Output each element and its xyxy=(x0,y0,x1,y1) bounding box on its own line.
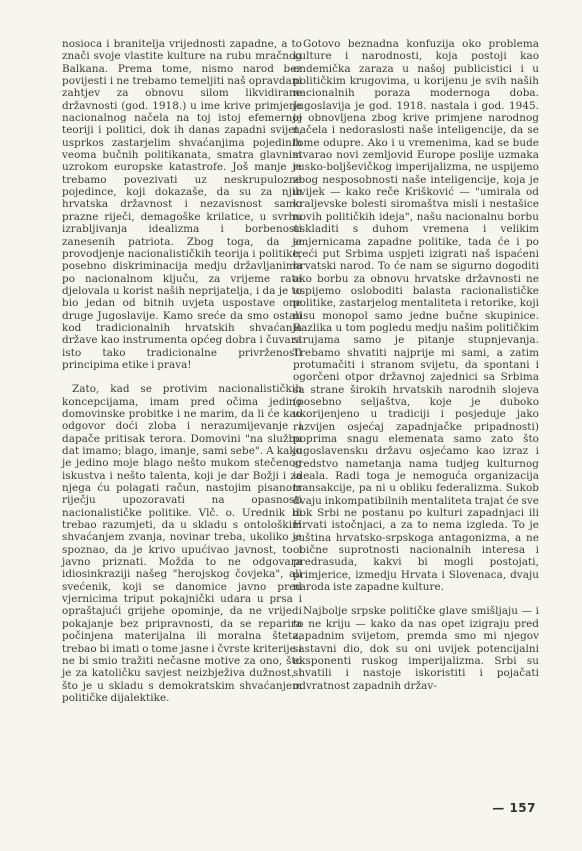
paragraph-gap xyxy=(293,593,539,605)
left-paragraph-2: Zato, kad se protivim nacionalističkih koncepcijama, imam pred očima jedino domovinske probitke i ne marim, da li će kao odgovor doći zloba i nerazumijevanje i dapače pritisak terora. Domovini "na službu dat imamo; blago, imanje, sami sebe". A kako je jedino moje blago nešto mukom stečenog iskustva i nešto talenta, koji je dar Božji i za njega ću polagati račun, nastojim pisanom riječju upozoravati na opasnosti nacionalističke politike. Vlč. o. Urednik bi trebao razumjeti, da u skladu s ontološkim shvaćanjem zvanja, novinar treba, ukoliko je spoznao, da je krivo upućivao javnost, to i javno priznati. Možda to ne odgovara idiosinkraziji našeg "herojskog čovjeka", ali svećenik, koji se danomice javno pred vjernicima triput pokajnički udara u prsa i opraštajući grijehe opominje, da ne vrijedi pokajanje bez pripravnosti, da se reparira počinjena materijalna ili moralna šteta, trebao bi imati o tome jasne i čvrste kriterije i ne bi smio tražiti nečasne motive za ono, što je za katoličku savjest neizbježiva dužnost, i što je u skladu s demokratskim shvaćanjem političke dijalektike. xyxy=(62,383,302,704)
right-paragraph-2: Najbolje srpske političke glave smišljaju — i to ne kriju — kako da nas opet izigraju pred zapadnim svijetom, premda smo mi njegov sastavni dio, dok su oni uvijek potencijalni eksponenti ruskog imperijalizma. Srbi su shvatili i nastoje iskoristiti i pojačati odvratnost zapadnih držav- xyxy=(293,605,539,692)
paragraph-gap xyxy=(62,371,302,383)
page-number: — 157 xyxy=(492,801,536,815)
right-column xyxy=(293,38,539,692)
right-paragraph-1: Gotovo beznadna konfuzija oko problema kulture i narodnosti, koja postoji kao endemička zaraza u našoj publicistici i u političkim krugovima, u korijenu je svih naših nacionalnih poraza modernoga doba. Jugoslavija je god. 1918. nastala i god. 1945. je obnovljena zbog krive primjene narodnog načela i nedoraslosti naše inteligencije, da se tome odupre. Ako i u vremenima, kad se bude stvarao novi zemljovid Europe poslije uzmaka rusko-boljševičkog imperijalizma, ne uspijemo zbog nesposobnosti naše inteligencije, koja je uvijek — kako reče Krišković — "umirala od kraljevske bolesti siromaštva misli i nestašice novih političkih ideja", našu nacionalnu borbu uskladiti s duhom vremena i velikim smjernicama zapadne politike, tada će i po treći put Srbima uspjeti izigrati naš ispaćeni hrvatski narod. To će nam se sigurno dogoditi ako borbu za obnovu hrvatske državnosti ne uspijemo osloboditi balasta racionalističke politike, zastarjelog mentaliteta i retorike, koji nisu monopol samo jedne bučne skupinice. Razlika u tom pogledu medju našim političkim strujama samo je pitanje stupnjevanja. Trebamo shvatiti najprije mi sami, a zatim protumačiti i stranom svijetu, da spontani i ogorčeni otpor državnoj zajednici sa Srbima sa strane širokih hrvatskih narodnih slojeva (posebno seljaštva, koje je duboko ukorijenjeno u tradiciji i posjeduje jako razvijen osjećaj zapadnjačke pripadnosti) poprima snagu elemenata samo zato što jugoslavensku državu osjećamo kao izraz i sredstvo nametanja nama tudjeg kulturnog ideala. Radi toga je nemoguća organizacija transakcije, pa ni u obliku federalizma. Sukob dvaju inkompatibilnih mentaliteta trajat će sve dok Srbi ne postanu po kulturi zapadnjaci ili Hrvati istočnjaci, a za to nema izgleda. To je suština hrvatsko-srpskoga antagonizma, a ne obične suprotnosti nacionalnih interesa i predrasuda, kakvi bi mogli postojati, primjerice, izmedju Hrvata i Slovenaca, dvaju naroda iste zapadne kulture. xyxy=(293,38,539,594)
left-column xyxy=(62,38,302,704)
left-paragraph-1: nosioca i branitelja vrijednosti zapadne, a to znači svoje vlastite kulture na rubu mračnog Balkana. Prema tome, nismo narod bez povijesti i ne trebamo temeljiti naš opravdani zahtjev za obnovu silom likvidirane državnosti (god. 1918.) u ime krive primjene nacionalnog načela na toj istoj efemernoj teoriji i politici, dok ih danas zapadni svijet, usprkos zastarjelim shvaćanjima pojedinih veoma bučnih politikanata, smatra glavnim uzrokom europske katastrofe. Još manje je trebamo povezivati uz neskrupulozne pojedince, koji dokazaše, da su za njih hrvatska državnost i nezavisnost samo prazne riječi, demagoške krilatice, u svrhu izrabljivanja idealizma i borbenosti zanesenih patriota. Zbog toga, da je provodjenje nacionalističkih teorija i politike, posebno diskriminacija medju državljanima po nacionalnom ključu, za vrijeme rata djelovala u korist naših neprijatelja, i da je to bio jedan od bitnih uvjeta uspostave one druge Jugoslavije. Kamo sreće da smo ostali kod tradicionalnih hrvatskih shvaćanja države kao instrumenta općeg dobra i čuvara isto tako tradicionalne privrženosti principima etike i prava! xyxy=(62,38,302,371)
